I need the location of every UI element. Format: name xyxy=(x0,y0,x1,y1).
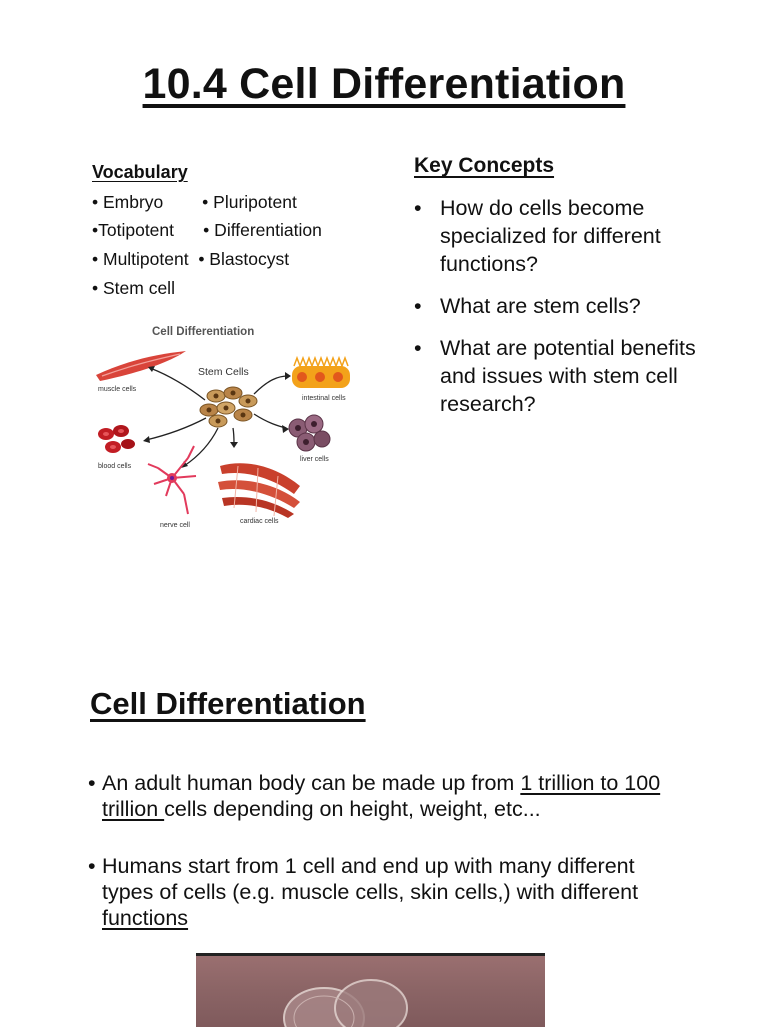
cardiac-cells-icon xyxy=(218,463,300,518)
diagram-title: Cell Differentiation xyxy=(152,326,255,338)
vocabulary-line: • Multipotent • Blastocyst xyxy=(92,249,290,269)
key-concept-item xyxy=(414,292,714,320)
vocabulary-line: •Totipotent • Differentiation xyxy=(92,220,322,240)
cell-differentiation-diagram xyxy=(88,318,360,533)
vocabulary-heading: Vocabulary xyxy=(92,162,188,182)
label-intestinal-cells: intestinal cells xyxy=(302,395,346,402)
bullet: • xyxy=(88,854,96,878)
muscle-cells-icon xyxy=(96,351,186,381)
label-muscle-cells: muscle cells xyxy=(98,386,137,393)
label-stem-cells: Stem Cells xyxy=(198,366,249,378)
bullet: • xyxy=(414,336,422,360)
key-concept-item xyxy=(414,194,714,278)
key-concept-text: What are potential benefits and issues with stem cell research? xyxy=(440,336,696,416)
intestinal-cells-icon xyxy=(292,358,350,388)
paragraph-bullet xyxy=(88,770,668,848)
paragraph-bullet xyxy=(88,853,668,931)
text-run: cells depending on height, weight, etc... xyxy=(164,797,541,821)
bullet: • xyxy=(414,196,422,220)
label-liver-cells: liver cells xyxy=(300,456,329,463)
underlined-text: 1 trillion to 100 trillion xyxy=(102,771,661,821)
text-run: Humans start from 1 cell and end up with many different types of cells (e.g. muscle cells, skin cells,) with different xyxy=(102,854,639,904)
cell-photo xyxy=(196,953,545,1027)
section-title: Cell Differentiation xyxy=(90,686,366,721)
key-concepts-heading: Key Concepts xyxy=(414,154,555,177)
label-cardiac-cells: cardiac cells xyxy=(240,518,279,525)
blood-cells-icon xyxy=(98,425,135,453)
cell-photo-graphic xyxy=(196,956,545,1027)
bullet: • xyxy=(88,771,96,795)
bullet: • xyxy=(414,294,422,318)
stem-cells-cluster-icon xyxy=(200,387,257,427)
paragraph-text xyxy=(102,853,662,931)
liver-cells-icon xyxy=(289,415,330,451)
key-concept-text: What are stem cells? xyxy=(440,294,641,318)
paragraph-text xyxy=(102,770,662,822)
label-nerve-cell: nerve cell xyxy=(160,522,190,529)
slide-title xyxy=(0,60,768,109)
slide-title-text: 10.4 Cell Differentiation xyxy=(142,60,626,108)
label-blood-cells: blood cells xyxy=(98,463,132,470)
text-run: An adult human body can be made up from xyxy=(102,771,521,795)
vocabulary-line: • Embryo • Pluripotent xyxy=(92,192,297,212)
underlined-text: functions xyxy=(102,906,189,930)
vocabulary-line: • Stem cell xyxy=(92,278,175,298)
key-concept-item xyxy=(414,334,714,418)
key-concept-text: How do cells become specialized for different functions? xyxy=(440,196,661,276)
